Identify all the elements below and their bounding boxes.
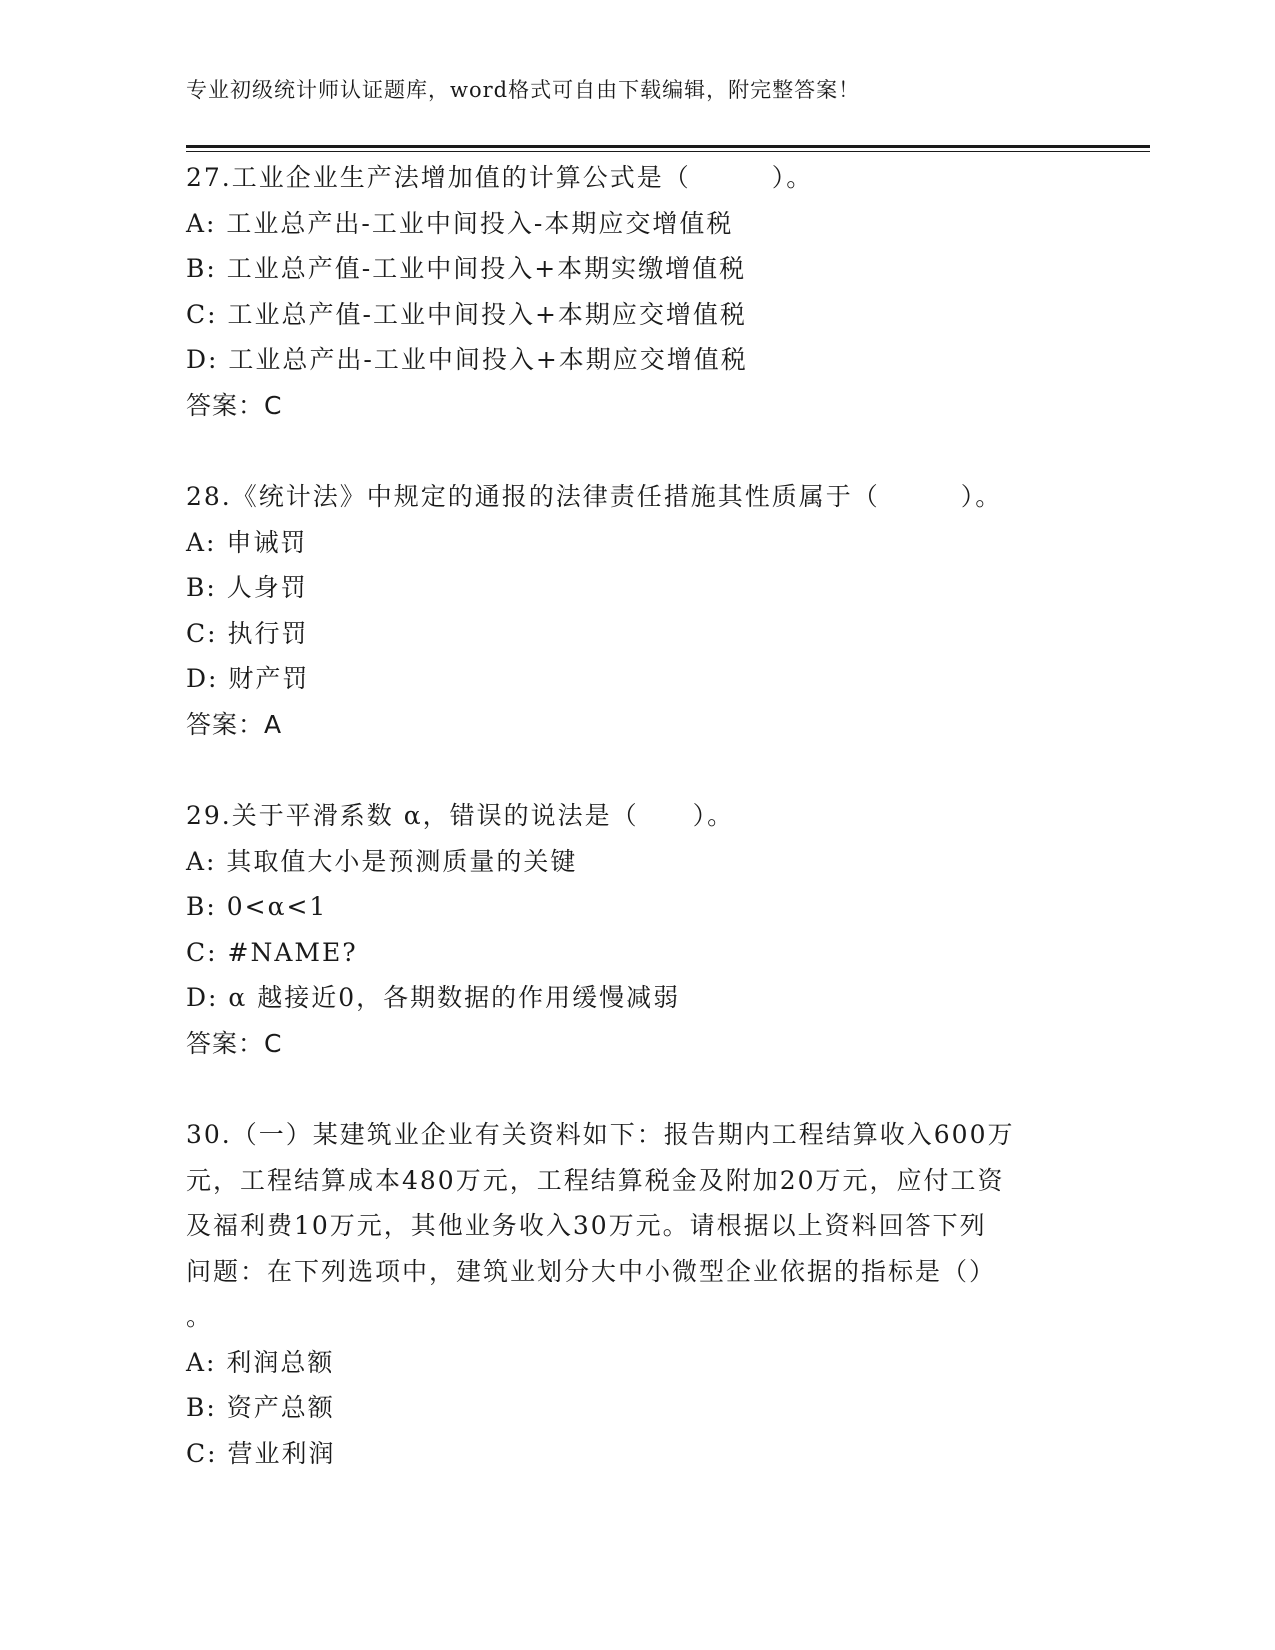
option-a: A: 其取值大小是预测质量的关键 (186, 846, 578, 876)
page-header: 专业初级统计师认证题库，word格式可自由下载编辑，附完整答案！ (186, 78, 861, 102)
option-c: C: 工业总产值-工业中间投入+本期应交增值税 (186, 299, 747, 329)
option-c: C: #NAME? (186, 937, 358, 967)
question-29 (186, 793, 1086, 1066)
question-stem-line: 。 (186, 1302, 214, 1331)
header-rule-thick (186, 145, 1150, 148)
option-c: C: 营业利润 (186, 1438, 336, 1468)
answer: 答案：C (186, 390, 283, 420)
option-b: B: 人身罚 (186, 573, 308, 602)
question-list (186, 155, 1086, 1476)
option-d: D: 工业总产出-工业中间投入+本期应交增值税 (186, 345, 748, 374)
option-b: B: 资产总额 (186, 1393, 335, 1422)
question-27 (186, 155, 1086, 428)
question-stem-line: 元，工程结算成本480万元，工程结算税金及附加20万元，应付工资 (186, 1165, 1005, 1195)
option-d: D: 财产罚 (186, 664, 310, 693)
option-a: A: 工业总产出-工业中间投入-本期应交增值税 (186, 208, 734, 238)
question-30 (186, 1112, 1086, 1476)
option-b: B: 工业总产值-工业中间投入+本期实缴增值税 (186, 254, 747, 283)
question-28 (186, 474, 1086, 747)
answer: 答案：C (186, 1028, 283, 1058)
question-stem-line: 及福利费10万元，其他业务收入30万元。请根据以上资料回答下列 (186, 1211, 987, 1240)
question-stem-line: 问题：在下列选项中，建筑业划分大中小微型企业依据的指标是（） (186, 1256, 997, 1286)
header-rule-thin (186, 151, 1150, 152)
option-d: D: α 越接近0，各期数据的作用缓慢减弱 (186, 983, 681, 1012)
question-stem-line: 30.（一）某建筑业企业有关资料如下：报告期内工程结算收入600万 (186, 1120, 1015, 1149)
question-stem: 29.关于平滑系数 α，错误的说法是（ ）。 (186, 801, 735, 830)
option-b: B: 0<α<1 (186, 892, 328, 921)
answer: 答案：A (186, 709, 283, 739)
option-a: A: 利润总额 (186, 1347, 335, 1377)
question-stem: 27.工业企业生产法增加值的计算公式是（ ）。 (186, 163, 814, 192)
option-a: A: 申诫罚 (186, 527, 308, 557)
question-stem: 28.《统计法》中规定的通报的法律责任措施其性质属于（ ）。 (186, 482, 1003, 511)
option-c: C: 执行罚 (186, 618, 309, 648)
